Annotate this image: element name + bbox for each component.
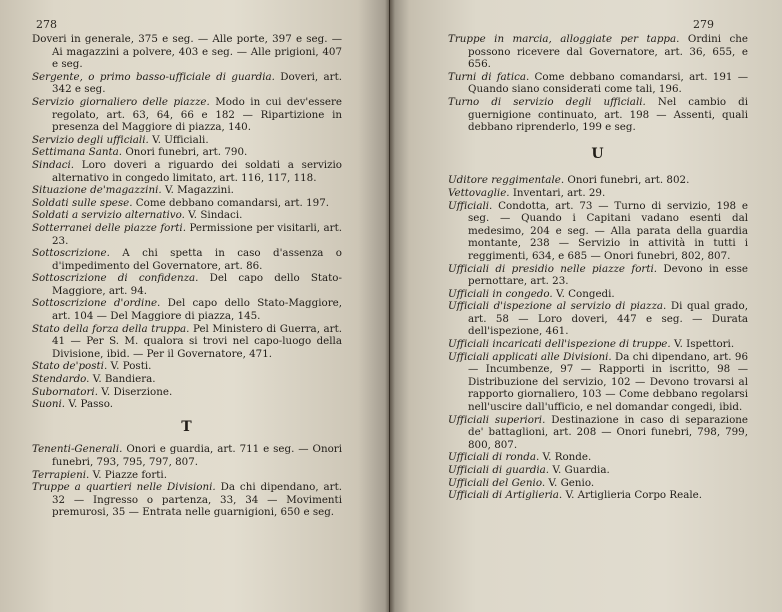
- entry-text: A chi spetta in caso d'assenza o d'impedimento del Governatore, art. 86.: [52, 247, 342, 272]
- entry-term: Settimana Santa.: [32, 146, 123, 159]
- entry-text: Modo in cui dev'essere regolato, art. 63, 64, 66 e 182 — Ripartizione in presenza del Maggiore di piazza, 140.: [52, 95, 342, 134]
- section-entries: [448, 174, 748, 501]
- entry-term: Tenenti-Generali.: [32, 443, 123, 456]
- section-letter: T: [181, 418, 193, 435]
- entry-text: Permissione per visitarli, art. 23.: [52, 221, 342, 247]
- entry-term: Servizio giornaliero delle piazze.: [32, 95, 210, 108]
- entry-text: Onori e guardia, art. 711 e seg. — Onori funebri, 793, 795, 797, 807.: [52, 443, 342, 468]
- index-entry: [448, 464, 748, 477]
- index-entry: [448, 174, 748, 187]
- index-column: [448, 33, 748, 502]
- entry-term: Soldati sulle spese.: [32, 196, 133, 209]
- entry-term: Ufficiali di presidio nelle piazze forti.: [448, 262, 658, 275]
- entry-text: V. Posti.: [107, 360, 152, 373]
- index-entry: [448, 338, 748, 351]
- entry-text: Doveri in generale, 375 e seg. — Alle porte, 397 e seg. — Ai magazzini a polvere, 403 e seg. — Alle prigioni, 407 e seg.: [32, 33, 342, 71]
- index-entry: [448, 288, 748, 301]
- index-entry: [448, 71, 748, 96]
- entry-text: Doveri, art. 342 e seg.: [52, 70, 342, 96]
- section-letter: U: [591, 145, 605, 162]
- left-page: [0, 0, 389, 612]
- entry-term: Turni di fatica.: [448, 70, 530, 83]
- index-entry: [32, 222, 342, 247]
- index-entry: [32, 209, 342, 222]
- entry-text: V. Ronde.: [539, 451, 592, 464]
- index-entry: [32, 398, 342, 411]
- entry-text: Ordini che possono ricevere dal Governatore, art. 36, 655, e 656.: [468, 33, 748, 71]
- index-entry: [32, 134, 342, 147]
- entry-term: Situazione de'magazzini.: [32, 184, 162, 197]
- index-entry: [32, 146, 342, 159]
- entry-text: Inventari, art. 29.: [509, 186, 606, 199]
- entry-term: Ufficiali in congedo.: [448, 287, 553, 300]
- entry-text: V. Bandiera.: [89, 373, 156, 386]
- entry-term: Ufficiali d'ispezione al servizio di piazza.: [448, 300, 667, 313]
- index-entry: [32, 373, 342, 386]
- index-entry: [448, 451, 748, 464]
- entry-text: V. Genio.: [545, 476, 595, 489]
- entry-text: Condotta, art. 73 — Turno di servizio, 198 e seg. — Quando i Capitani vadano esenti dal medesimo, 204 e seg. — Alla parata della guardia montante, 238 — Servizio in attività in tutti i reggimenti, 634, e 685 — Onori funebri, 802, 807.: [468, 199, 748, 262]
- index-entry: [448, 477, 748, 490]
- entry-text: V. Guardia.: [549, 464, 610, 476]
- entry-text: Loro doveri a riguardo dei soldati a servizio alternativo in congedo limitato, art. 116, 117, 118.: [52, 158, 342, 184]
- index-entry: [32, 71, 342, 96]
- entry-term: Vettovaglie.: [448, 186, 510, 199]
- index-entries: [448, 33, 748, 134]
- entry-text: V. Ufficiali.: [148, 133, 209, 146]
- entry-text: V. Congedi.: [552, 287, 615, 300]
- entry-text: Di qual grado, art. 58 — Loro doveri, 447 e seg. — Durata dell'ispezione, 461.: [468, 300, 748, 338]
- entry-term: Ufficiali di Artiglieria.: [448, 489, 563, 502]
- section-entries: [32, 443, 342, 519]
- index-column: [32, 33, 342, 519]
- entry-text: V. Diserzione.: [98, 385, 173, 398]
- entry-text: V. Passo.: [65, 398, 114, 411]
- index-entry: [448, 187, 748, 200]
- entry-text: Come debbano comandarsi, art. 191 — Quando siano considerati come tali, 196.: [468, 70, 748, 96]
- index-entry: [32, 323, 342, 361]
- entry-term: Truppe in marcia, alloggiate per tappa.: [448, 33, 680, 45]
- entry-text: V. Magazzini.: [161, 184, 234, 197]
- entry-text: Da chi dipendano, art. 32 — Ingresso o partenza, 33, 34 — Movimenti premurosi, 35 — Entrata nelle guarnigioni, 650 e seg.: [52, 481, 342, 519]
- right-page: [390, 0, 782, 612]
- entry-term: Stendardo.: [32, 373, 90, 386]
- entry-term: Ufficiali di guardia.: [448, 464, 550, 476]
- book-gutter: [385, 0, 395, 612]
- entry-term: Servizio degli ufficiali.: [32, 133, 149, 146]
- page-number: 278: [36, 18, 57, 31]
- entry-term: Terrapieni.: [32, 468, 90, 481]
- entry-term: Stato de'posti.: [32, 360, 108, 373]
- index-entry: [32, 96, 342, 134]
- entry-term: Ufficiali applicati alle Divisioni.: [448, 350, 612, 363]
- index-entry: [448, 489, 748, 502]
- index-entry: [32, 247, 342, 272]
- entry-term: Stato della forza della truppa.: [32, 322, 190, 335]
- entry-term: Turno di servizio degli ufficiali.: [448, 95, 646, 108]
- index-entry: [32, 297, 342, 322]
- index-entry: [448, 96, 748, 134]
- entry-term: Sindaci.: [32, 158, 75, 171]
- entry-term: Sottoscrizione.: [32, 247, 110, 260]
- entry-term: Ufficiali di ronda.: [448, 451, 540, 464]
- index-entry: [448, 200, 748, 263]
- index-entry: [32, 184, 342, 197]
- entry-text: V. Piazze forti.: [89, 468, 167, 481]
- entry-term: Soldati a servizio alternativo.: [32, 209, 185, 222]
- entry-term: Suoni.: [32, 398, 66, 411]
- index-entry: [32, 33, 342, 71]
- entry-text: Del capo dello Stato-Maggiore, art. 94.: [52, 272, 342, 297]
- entry-term: Ufficiali superiori.: [448, 413, 546, 426]
- entry-text: V. Sindaci.: [184, 209, 243, 222]
- page-number: 279: [693, 18, 714, 31]
- index-entry: [448, 300, 748, 338]
- index-entry: [448, 263, 748, 288]
- entry-text: Da chi dipendano, art. 96 — Incumbenze, 97 — Rapporti in iscritto, 98 — Distribuzione del servizio, 102 — Devono trovarsi al rapporto giornaliero, 103 — Come debbano regolarsi nell'uscire dall'ufficio, e nel domandar congedi, ibid.: [468, 350, 749, 414]
- entry-text: Onori funebri, art. 790.: [122, 146, 248, 159]
- entry-text: Nel cambio di guernigione continuato, art. 198 — Assenti, quali debbano riprenderlo, 199 e seg.: [468, 95, 748, 134]
- entry-term: Sottoscrizione d'ordine.: [32, 297, 161, 310]
- index-entry: [32, 360, 342, 373]
- entry-term: Sergente, o primo basso-ufficiale di guardia.: [32, 70, 275, 83]
- index-entry: [32, 272, 342, 297]
- entry-term: Ufficiali del Genio.: [448, 476, 546, 489]
- entry-term: Ufficiali incaricati dell'ispezione di truppe.: [448, 338, 671, 351]
- index-entries: [32, 33, 342, 411]
- entry-text: V. Ispettori.: [670, 338, 735, 351]
- entry-term: Sottoscrizione di confidenza.: [32, 272, 199, 285]
- entry-text: Pel Ministero di Guerra, art. 41 — Per S. M. qualora si trovi nel capo-luogo della Divisione, ibid. — Per il Governatore, 471.: [52, 322, 342, 360]
- entry-term: Uditore reggimentale.: [448, 174, 565, 187]
- entry-term: Sotterranei delle piazze forti.: [32, 221, 186, 234]
- index-entry: [32, 386, 342, 399]
- entry-text: Del capo dello Stato-Maggiore, art. 104 — Del Maggiore di piazza, 145.: [52, 297, 342, 323]
- entry-text: Onori funebri, art. 802.: [564, 174, 690, 187]
- entry-term: Subornatori.: [32, 385, 98, 398]
- index-entry: [32, 469, 342, 482]
- index-entry: [32, 443, 342, 468]
- entry-text: Destinazione in caso di separazione de' battaglioni, art. 208 — Onori funebri, 798, 799, 800, 807.: [468, 413, 748, 451]
- entry-term: Truppe a quartieri nelle Divisioni.: [32, 481, 216, 494]
- index-entry: [32, 197, 342, 210]
- entry-text: V. Artiglieria Corpo Reale.: [562, 489, 703, 502]
- entry-text: Devono in esse pernottare, art. 23.: [468, 262, 748, 288]
- index-entry: [448, 414, 748, 452]
- index-entry: [32, 481, 342, 519]
- index-entry: [32, 159, 342, 184]
- index-entry: [448, 33, 748, 71]
- entry-text: Come debbano comandarsi, art. 197.: [132, 196, 330, 209]
- entry-term: Ufficiali.: [448, 199, 493, 212]
- index-entry: [448, 351, 748, 414]
